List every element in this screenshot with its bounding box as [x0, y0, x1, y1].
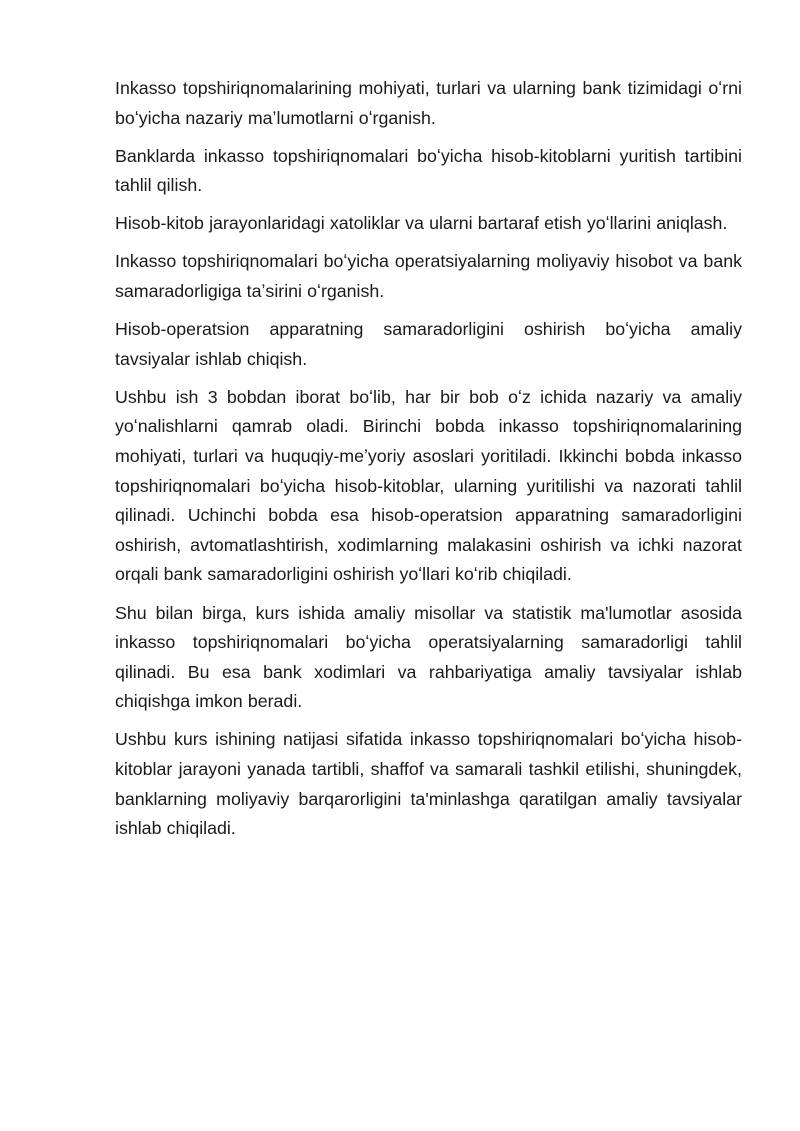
paragraph-objective-2: Banklarda inkasso topshiriqnomalari boʻyicha hisob-kitoblarni yuritish tartibini tahlil qilish.: [115, 145, 742, 196]
paragraph-objective-5: Hisob-operatsion apparatning samaradorligini oshirish boʻyicha amaliy tavsiyalar ishlab chiqish.: [115, 319, 742, 369]
paragraph-objective-1: Inkasso topshiriqnomalarining mohiyati, turlari va ularning bank tizimidagi oʻrni boʻyicha nazariy maʼlumotlarni oʻrganish.: [115, 78, 742, 128]
paragraph-objective-4: Inkasso topshiriqnomalari boʻyicha operatsiyalarning moliyaviy hisobot va bank samaradorligiga taʼsirini oʻrganish.: [115, 251, 742, 302]
paragraph-analysis: Shu bilan birga, kurs ishida amaliy misollar va statistik ma'lumotlar asosida inkasso topshiriqnomalari boʻyicha operatsiyalarning samaradorligi tahlil qilinadi. Bu esa bank xodimlari va rahbariyatiga amaliy tavsiyalar ishlab chiqishga imkon beradi.: [115, 602, 742, 712]
document-body: [115, 74, 742, 852]
paragraph-objective-3: Hisob-kitob jarayonlaridagi xatoliklar va ularni bartaraf etish yoʻllarini aniqlash.: [115, 213, 728, 234]
paragraph-result: Ushbu kurs ishining natijasi sifatida inkasso topshiriqnomalari boʻyicha hisob-kitoblar jarayoni yanada tartibli, shaffof va samarali tashkil etilishi, shuningdek, banklarning moliyaviy barqarorligini ta'minlashga qaratilgan amaliy tavsiyalar ishlab chiqiladi.: [115, 729, 742, 839]
paragraph-structure: Ushbu ish 3 bobdan iborat boʻlib, har bir bob oʻz ichida nazariy va amaliy yoʻnalishlarni qamrab oladi. Birinchi bobda inkasso topshiriqnomalarining mohiyati, turlari va huquqiy-meʼyoriy asoslari yoritiladi. Ikkinchi bobda inkasso topshiriqnomalari boʻyicha hisob-kitoblar, ularning yuritilishi va nazorati tahlil qilinadi. Uchinchi bobda esa hisob-operatsion apparatning samaradorligini oshirish, avtomatlashtirish, xodimlarning malakasini oshirish va ichki nazorat orqali bank samaradorligini oshirish yoʻllari koʻrib chiqiladi.: [115, 386, 742, 585]
